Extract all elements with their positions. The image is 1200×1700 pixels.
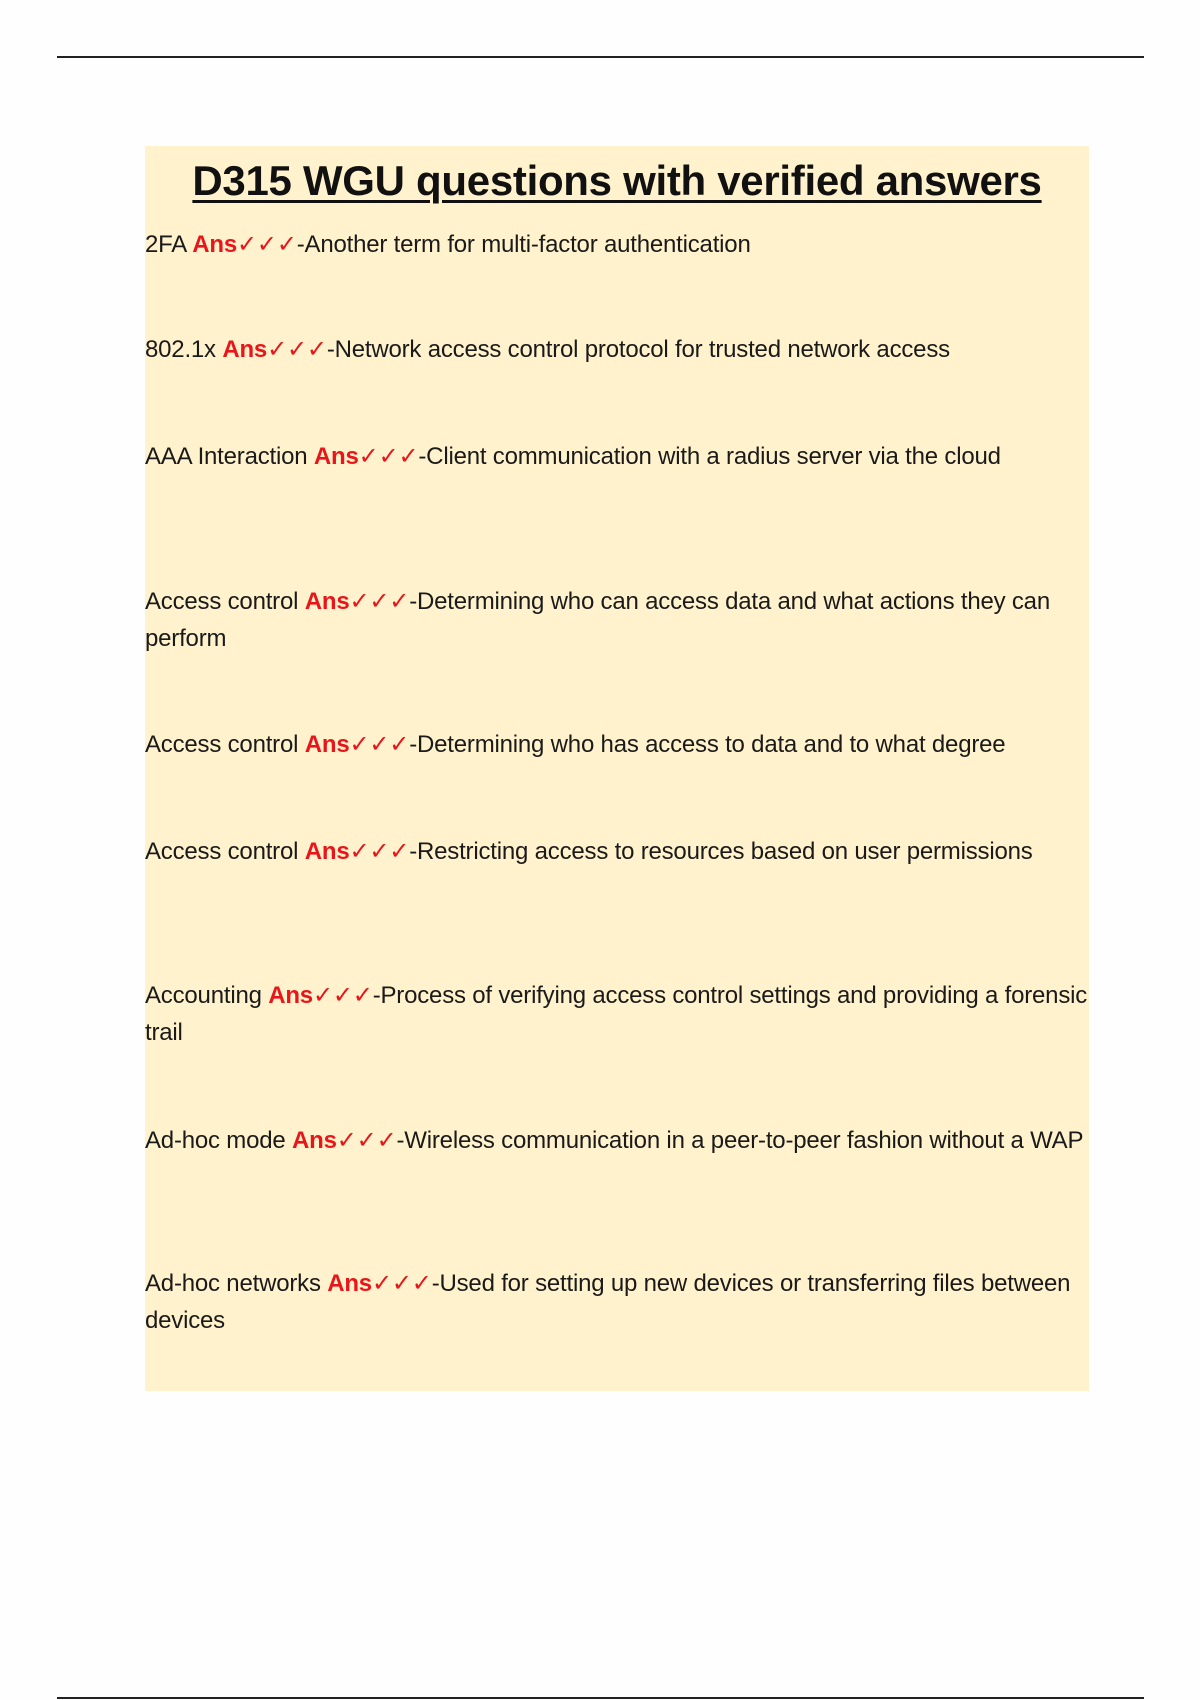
qa-definition: -Determining who has access to data and to what degree — [409, 731, 1006, 758]
answer-marker: Ans — [304, 731, 350, 758]
qa-term: 802.1x — [145, 336, 216, 363]
qa-term: Access control — [145, 588, 299, 615]
qa-item — [145, 331, 1089, 368]
check-marks-icon: ✓✓✓ — [336, 1127, 397, 1154]
qa-item — [145, 977, 1089, 1051]
highlighted-content-block — [145, 146, 1089, 1391]
footer-rule — [57, 1697, 1144, 1699]
check-marks-icon: ✓✓✓ — [349, 731, 410, 758]
check-marks-icon: ✓✓✓ — [237, 231, 297, 258]
answer-marker: Ans — [304, 588, 350, 615]
qa-definition: -Process of verifying access control settings and providing a forensic trail — [145, 982, 1088, 1046]
qa-term: 2FA — [145, 231, 186, 258]
answer-marker: Ans — [304, 838, 350, 865]
answer-marker: Ans — [327, 1270, 372, 1297]
qa-definition: -Another term for multi-factor authentication — [296, 231, 751, 258]
qa-term: Ad-hoc mode — [145, 1127, 286, 1154]
check-marks-icon: ✓✓✓ — [267, 336, 327, 363]
check-marks-icon: ✓✓✓ — [371, 1270, 432, 1297]
qa-definition: -Network access control protocol for trusted network access — [326, 336, 950, 363]
qa-term: Accounting — [145, 982, 262, 1009]
qa-definition: -Used for setting up new devices or transferring files between devices — [145, 1270, 1071, 1334]
qa-item — [145, 726, 1089, 763]
qa-definition: -Determining who can access data and what actions they can perform — [145, 588, 1050, 652]
answer-marker: Ans — [222, 336, 268, 363]
qa-definition: -Client communication with a radius server via the cloud — [418, 443, 1001, 470]
document-title: D315 WGU questions with verified answers — [192, 157, 1042, 204]
qa-item — [145, 226, 1089, 263]
check-marks-icon: ✓✓✓ — [349, 588, 410, 615]
qa-item — [145, 833, 1089, 870]
header-rule — [57, 56, 1144, 58]
qa-term: Ad-hoc networks — [145, 1270, 321, 1297]
qa-term: Access control — [145, 838, 299, 865]
check-marks-icon: ✓✓✓ — [358, 443, 419, 470]
answer-marker: Ans — [313, 443, 359, 470]
check-marks-icon: ✓✓✓ — [312, 982, 373, 1009]
qa-definition: -Restricting access to resources based on user permissions — [409, 838, 1033, 865]
qa-item — [145, 1122, 1089, 1159]
qa-definition: -Wireless communication in a peer-to-peer fashion without a WAP — [396, 1127, 1084, 1154]
check-marks-icon: ✓✓✓ — [349, 838, 410, 865]
qa-term: AAA Interaction — [145, 443, 308, 470]
qa-item — [145, 583, 1089, 657]
answer-marker: Ans — [192, 231, 237, 258]
answer-marker: Ans — [268, 982, 313, 1009]
qa-item — [145, 1265, 1089, 1339]
qa-term: Access control — [145, 731, 299, 758]
qa-item — [145, 438, 1089, 475]
answer-marker: Ans — [292, 1127, 337, 1154]
